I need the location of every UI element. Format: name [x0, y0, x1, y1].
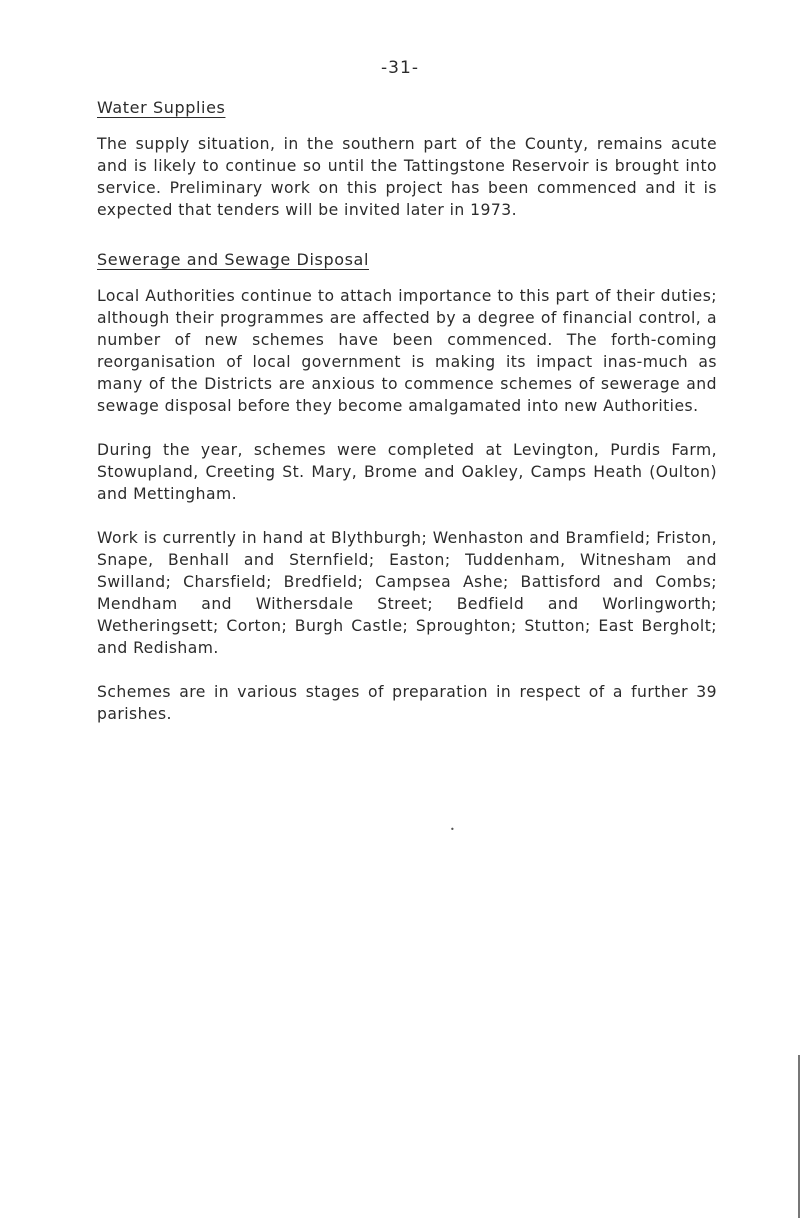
page-number: -31- — [381, 58, 419, 78]
paragraph-local-authorities: Local Authorities continue to attach importance to this part of their duties; although their programmes are affected by a degree of financial control, a number of new schemes have been commenced. The forth-coming reorganisation of local government is making its impact inas-much as many of the Districts are anxious to commence schemes of sewerage and sewage disposal before they become amalgamated into new Authorities. — [97, 287, 717, 415]
stray-mark: • — [450, 825, 455, 834]
paragraph-completed-schemes: During the year, schemes were completed at Levington, Purdis Farm, Stowupland, Creeting St. Mary, Brome and Oakley, Camps Heath (Oulton) and Mettingham. — [97, 441, 717, 503]
document-body — [97, 97, 717, 725]
paragraph-current-work: Work is currently in hand at Blythburgh; Wenhaston and Bramfield; Friston, Snape, Benhall and Sternfield; Easton; Tuddenham, Witnesham and Swilland; Charsfield; Bredfield; Campsea Ashe; Battisford and Combs; Mendham and Withersdale Street; Bedfield and Worlingworth; Wetheringsett; Corton; Burgh Castle; Sproughton; Stutton; East Bergholt; and Redisham. — [97, 529, 717, 657]
paragraph-further-schemes: Schemes are in various stages of preparation in respect of a further 39 parishes. — [97, 683, 717, 723]
paragraph-water-supplies: The supply situation, in the southern part of the County, remains acute and is likely to continue so until the Tattingstone Reservoir is brought into service. Preliminary work on this project has been commenced and it is expected that tenders will be invited later in 1973. — [97, 135, 717, 219]
section-heading-sewerage: Sewerage and Sewage Disposal — [97, 250, 369, 269]
section-heading-water-supplies: Water Supplies — [97, 98, 226, 117]
